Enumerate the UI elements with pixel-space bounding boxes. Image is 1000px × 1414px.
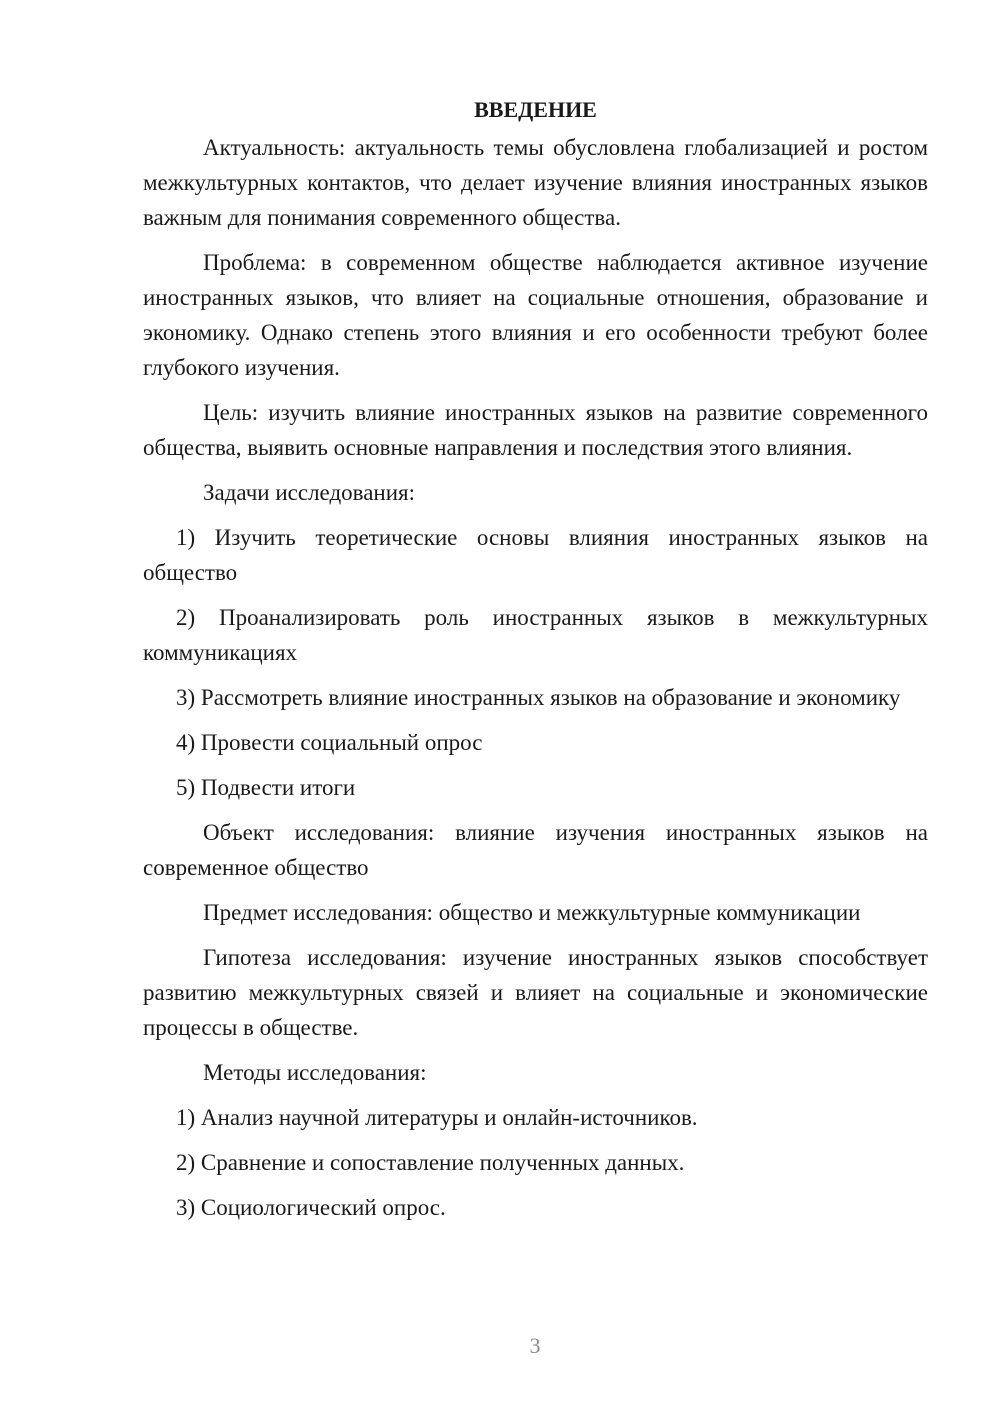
section-title: ВВЕДЕНИЕ: [474, 97, 597, 122]
tasks-heading: Задачи исследования:: [203, 480, 416, 505]
method-item: 3) Социологический опрос.: [176, 1195, 446, 1220]
task-item: 4) Провести социальный опрос: [176, 730, 483, 755]
page-content: [143, 92, 928, 1235]
goal-paragraph: Цель: изучить влияние иностранных языков на развитие современного общества, выявить основные направления и последствия этого влияния.: [143, 400, 928, 460]
page-number: 3: [529, 1333, 541, 1358]
subject-paragraph: Предмет исследования: общество и межкультурные коммуникации: [203, 900, 861, 925]
task-item: 1) Изучить теоретические основы влияния иностранных языков на общество: [143, 525, 928, 585]
methods-heading: Методы исследования:: [203, 1060, 427, 1085]
method-item: 1) Анализ научной литературы и онлайн-источников.: [176, 1105, 698, 1130]
method-item: 2) Сравнение и сопоставление полученных данных.: [176, 1150, 685, 1175]
task-item: 5) Подвести итоги: [176, 775, 356, 800]
object-paragraph: Объект исследования: влияние изучения иностранных языков на современное общество: [143, 820, 928, 880]
task-item: 3) Рассмотреть влияние иностранных языков на образование и экономику: [176, 685, 901, 710]
task-item: 2) Проанализировать роль иностранных языков в межкультурных коммуникациях: [143, 605, 928, 665]
hypothesis-paragraph: Гипотеза исследования: изучение иностранных языков способствует развитию межкультурных связей и влияет на социальные и экономические процессы в обществе.: [143, 945, 928, 1040]
problem-paragraph: Проблема: в современном обществе наблюдается активное изучение иностранных языков, что влияет на социальные отношения, образование и экономику. Однако степень этого влияния и его особенности требуют более глубокого изучения.: [143, 250, 928, 380]
relevance-paragraph: Актуальность: актуальность темы обусловлена глобализацией и ростом межкультурных контактов, что делает изучение влияния иностранных языков важным для понимания современного общества.: [143, 135, 928, 230]
